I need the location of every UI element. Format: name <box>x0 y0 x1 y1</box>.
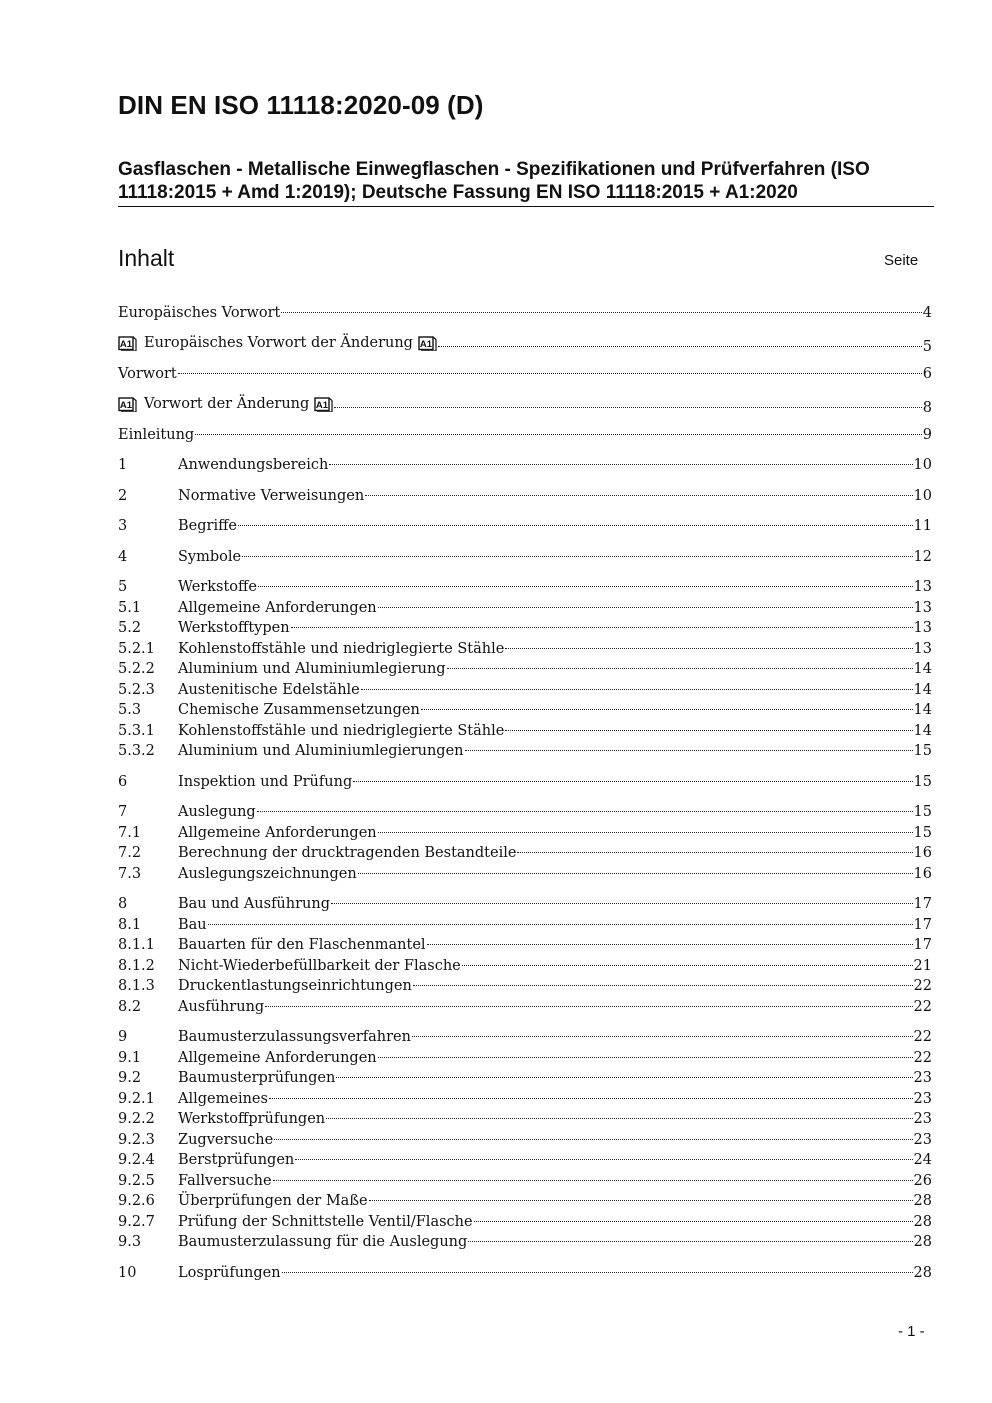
toc-entry-number: 6 <box>118 774 128 790</box>
toc-entry-title: Europäisches Vorwort der Änderung <box>144 335 413 351</box>
toc-entry[interactable] <box>118 1109 932 1129</box>
toc-entry-title-group <box>178 1171 272 1191</box>
toc-entry[interactable] <box>118 1191 932 1211</box>
toc-page-column-label: Seite <box>884 252 919 269</box>
toc-entry-number: 9.2.4 <box>118 1152 155 1168</box>
toc-entry-title: Berstprüfungen <box>178 1152 295 1168</box>
toc-entry[interactable] <box>118 843 932 863</box>
toc-entry-page: 15 <box>913 774 932 790</box>
toc-entry-title: Symbole <box>178 549 242 565</box>
toc-entry-number: 8.1.2 <box>118 958 155 974</box>
toc-entry[interactable] <box>118 894 932 914</box>
toc-dot-leader <box>378 1057 913 1058</box>
toc-dot-leader <box>273 1180 913 1181</box>
toc-entry-title-group <box>178 894 330 914</box>
toc-entry-title-group <box>178 802 256 822</box>
toc-entry-title: Aluminium und Aluminiumlegierung <box>178 661 446 677</box>
toc-entry-title: Vorwort der Änderung <box>144 396 310 412</box>
toc-entry-title-group <box>178 659 446 679</box>
toc-entry-title-group <box>178 864 357 884</box>
amendment-end-icon <box>314 397 333 412</box>
toc-entry-number: 9.2.6 <box>118 1193 155 1209</box>
toc-entry-number: 9.2 <box>118 1070 142 1086</box>
toc-entry-number: 5.2 <box>118 620 142 636</box>
toc-dot-leader <box>378 607 913 608</box>
toc-entry-title-group <box>178 1130 273 1150</box>
toc-entry-number: 7.2 <box>118 845 142 861</box>
toc-entry-page: 21 <box>913 958 932 974</box>
toc-entry-title-group <box>178 997 264 1017</box>
toc-dot-leader <box>505 648 912 649</box>
toc-entry-page: 23 <box>913 1132 932 1148</box>
toc-entry-page: 14 <box>913 723 932 739</box>
toc-dot-leader <box>295 1159 912 1160</box>
toc-entry[interactable] <box>118 659 932 679</box>
amendment-start-icon <box>118 397 137 412</box>
toc-entry-number: 5.2.3 <box>118 682 155 698</box>
toc-dot-leader <box>462 965 913 966</box>
toc-entry-title: Anwendungsbereich <box>178 457 329 473</box>
toc-dot-leader <box>465 750 913 751</box>
toc-entry-page: 12 <box>913 549 932 565</box>
toc-entry-title: Allgemeine Anforderungen <box>178 1050 377 1066</box>
toc-entry-title-group <box>178 1191 368 1211</box>
toc-dot-leader <box>258 586 913 587</box>
toc-dot-leader <box>474 1221 913 1222</box>
toc-dot-leader <box>427 944 913 945</box>
amendment-end-icon <box>418 336 437 351</box>
toc-entry-title-group <box>178 1089 268 1109</box>
toc-dot-leader <box>413 985 913 986</box>
toc-entry-page: 16 <box>913 866 932 882</box>
toc-entry-title-group <box>178 1109 325 1129</box>
toc-entry[interactable] <box>118 741 932 761</box>
toc-entry-title-group <box>118 364 177 384</box>
toc-entry[interactable] <box>118 976 932 996</box>
toc-entry-title-group <box>178 1027 411 1047</box>
toc-entry[interactable] <box>118 1232 932 1252</box>
toc-entry-page: 13 <box>913 579 932 595</box>
toc-entry-page: 28 <box>913 1193 932 1209</box>
svg-text:A1: A1 <box>119 399 133 411</box>
toc-entry-title: Austenitische Edelstähle <box>178 682 360 698</box>
toc-entry-number: 5.3 <box>118 702 142 718</box>
document-title: Gasflaschen - Metallische Einwegflaschen - Spezifikationen und Prüfverfahren (ISO 11118:2015 + Amd 1:2019); Deutsche Fassung EN ISO 11118:2015 + A1:2020 <box>118 159 870 203</box>
svg-text:A1: A1 <box>419 338 433 350</box>
toc-entry-title-group <box>178 547 241 567</box>
toc-entry[interactable] <box>118 618 932 638</box>
toc-entry-number: 5.1 <box>118 600 142 616</box>
toc-entry-title-group <box>118 303 280 323</box>
toc-dot-leader <box>358 873 913 874</box>
toc-entry[interactable] <box>118 425 932 445</box>
toc-entry-title: Chemische Zusammensetzungen <box>178 702 420 718</box>
toc-entry-page: 16 <box>913 845 932 861</box>
toc-entry-page: 15 <box>913 825 932 841</box>
toc-entry-page: 13 <box>913 641 932 657</box>
toc-entry-page: 13 <box>913 600 932 616</box>
toc-heading: Inhalt <box>118 245 175 271</box>
toc-dot-leader <box>291 627 913 628</box>
toc-entry-page: 11 <box>913 518 932 534</box>
toc-dot-leader <box>336 1077 912 1078</box>
toc-entry-title: Einleitung <box>118 427 195 443</box>
toc-entry-number: 9.2.3 <box>118 1132 155 1148</box>
toc-entry-title: Prüfung der Schnittstelle Ventil/Flasche <box>178 1214 473 1230</box>
toc-dot-leader <box>361 689 913 690</box>
toc-entry-title-group <box>178 680 360 700</box>
toc-entry[interactable] <box>118 935 932 955</box>
toc-entry-title: Zugversuche <box>178 1132 274 1148</box>
toc-entry[interactable] <box>118 598 932 618</box>
toc-entry-page: 6 <box>922 366 932 382</box>
page-number: - 1 - <box>898 1323 925 1340</box>
toc-entry-title-group <box>178 1150 294 1170</box>
toc-entry-title-group <box>178 1068 335 1088</box>
toc-entry-number: 5.3.1 <box>118 723 155 739</box>
toc-dot-leader <box>438 346 922 347</box>
toc-entry-number: 3 <box>118 518 128 534</box>
toc-entry-page: 14 <box>913 661 932 677</box>
toc-entry-number: 8.1.3 <box>118 978 155 994</box>
toc-entry-page: 24 <box>913 1152 932 1168</box>
toc-entry[interactable] <box>118 802 932 822</box>
toc-dot-leader <box>353 781 912 782</box>
toc-entry-page: 22 <box>913 1050 932 1066</box>
toc-dot-leader <box>421 709 913 710</box>
toc-entry[interactable] <box>118 997 932 1017</box>
toc-dot-leader <box>326 1118 912 1119</box>
toc-entry-page: 8 <box>922 399 932 416</box>
toc-entry-page: 23 <box>913 1091 932 1107</box>
toc-entry-title: Fallversuche <box>178 1173 272 1189</box>
toc-entry-title: Bauarten für den Flaschenmantel <box>178 937 426 953</box>
toc-entry-title: Auslegung <box>178 804 256 820</box>
toc-entry[interactable] <box>118 1150 932 1170</box>
toc-entry[interactable] <box>118 364 932 384</box>
toc-entry-title: Europäisches Vorwort <box>118 305 281 321</box>
toc-dot-leader <box>238 525 913 526</box>
toc-dot-leader <box>369 1200 913 1201</box>
toc-entry-title-group <box>178 823 377 843</box>
toc-entry-page: 22 <box>913 999 932 1015</box>
toc-entry-number: 9.2.5 <box>118 1173 155 1189</box>
toc-dot-leader <box>208 924 913 925</box>
toc-entry-page: 15 <box>913 804 932 820</box>
toc-entry-number: 9 <box>118 1029 128 1045</box>
toc-entry-number: 5.2.2 <box>118 661 155 677</box>
toc-dot-leader <box>269 1098 913 1099</box>
toc-entry-title: Baumusterprüfungen <box>178 1070 336 1086</box>
toc-entry-title: Nicht-Wiederbefüllbarkeit der Flasche <box>178 958 461 974</box>
toc-entry-number: 7.3 <box>118 866 142 882</box>
toc-entry-page: 9 <box>922 427 932 443</box>
toc-entry-title: Kohlenstoffstähle und niedriglegierte Stähle <box>178 641 505 657</box>
toc-entry-page: 5 <box>922 338 932 355</box>
toc-dot-leader <box>242 556 912 557</box>
toc-entry[interactable] <box>118 915 932 935</box>
toc-entry-title: Werkstoffe <box>178 579 257 595</box>
toc-entry-title-group <box>118 394 333 414</box>
toc-entry-title: Bau und Ausführung <box>178 896 331 912</box>
toc-entry[interactable] <box>118 1048 932 1068</box>
toc-dot-leader <box>265 1006 912 1007</box>
toc-entry-title: Vorwort <box>118 366 177 382</box>
toc-entry-page: 17 <box>913 937 932 953</box>
toc-entry-page: 28 <box>913 1214 932 1230</box>
toc-entry[interactable] <box>118 1027 932 1047</box>
toc-entry-title: Aluminium und Aluminiumlegierungen <box>178 743 464 759</box>
toc-entry-title-group <box>178 772 352 792</box>
toc-entry-page: 4 <box>922 305 932 321</box>
toc-entry-page: 28 <box>913 1265 932 1281</box>
toc-dot-leader <box>505 730 912 731</box>
toc-entry-title-group <box>118 333 437 353</box>
toc-dot-leader <box>178 373 922 374</box>
toc-entry-number: 9.2.1 <box>118 1091 155 1107</box>
title-divider <box>118 206 934 207</box>
toc-entry-number: 7.1 <box>118 825 142 841</box>
toc-dot-leader <box>447 668 913 669</box>
toc-entry-title-group <box>178 598 377 618</box>
toc-entry-title: Allgemeine Anforderungen <box>178 825 377 841</box>
toc-entry[interactable] <box>118 700 932 720</box>
toc-dot-leader <box>378 832 913 833</box>
toc-entry[interactable] <box>118 864 932 884</box>
toc-dot-leader <box>195 434 922 435</box>
toc-entry-title: Kohlenstoffstähle und niedriglegierte Stähle <box>178 723 505 739</box>
toc-dot-leader <box>329 464 912 465</box>
toc-entry[interactable] <box>118 394 932 414</box>
toc-entry-title: Normative Verweisungen <box>178 488 365 504</box>
toc-entry[interactable] <box>118 772 932 792</box>
toc-entry[interactable] <box>118 1171 932 1191</box>
toc-entry-number: 9.1 <box>118 1050 142 1066</box>
toc-entry-number: 5.2.1 <box>118 641 155 657</box>
toc-entry-number: 2 <box>118 488 128 504</box>
toc-entry-title-group <box>178 1263 281 1283</box>
toc-entry-page: 26 <box>913 1173 932 1189</box>
svg-text:A1: A1 <box>119 338 133 350</box>
toc-entry-title-group <box>178 956 461 976</box>
toc-entry-page: 22 <box>913 978 932 994</box>
toc-entry[interactable] <box>118 680 932 700</box>
toc-entry[interactable] <box>118 1089 932 1109</box>
toc-entry-number: 1 <box>118 457 128 473</box>
toc-dot-leader <box>412 1036 913 1037</box>
toc-entry-title-group <box>178 976 412 996</box>
toc-entry-number: 10 <box>118 1265 137 1281</box>
toc-entry-title: Baumusterzulassungsverfahren <box>178 1029 411 1045</box>
toc-dot-leader <box>331 903 913 904</box>
toc-entry-number: 8.1 <box>118 917 142 933</box>
toc-entry-title: Druckentlastungseinrichtungen <box>178 978 412 994</box>
toc-entry-title-group <box>178 486 364 506</box>
toc-entry-title-group <box>178 915 207 935</box>
toc-entry-title-group <box>178 700 420 720</box>
toc-dot-leader <box>282 1272 913 1273</box>
toc-entry[interactable] <box>118 956 932 976</box>
toc-entry-page: 15 <box>913 743 932 759</box>
toc-dot-leader <box>365 495 912 496</box>
toc-entry[interactable] <box>118 577 932 597</box>
toc-entry-title-group <box>178 721 504 741</box>
toc-entry[interactable] <box>118 547 932 567</box>
toc-entry-title-group <box>178 1048 377 1068</box>
document-id: DIN EN ISO 11118:2020-09 (D) <box>118 90 484 120</box>
toc-entry-title: Auslegungszeichnungen <box>178 866 357 882</box>
toc-entry-number: 9.2.7 <box>118 1214 155 1230</box>
svg-text:A1: A1 <box>316 399 329 411</box>
toc-entry-page: 22 <box>913 1029 932 1045</box>
toc-entry-title-group <box>178 455 328 475</box>
toc-dot-leader <box>257 811 913 812</box>
toc-entry[interactable] <box>118 1263 932 1283</box>
toc-entry-number: 4 <box>118 549 128 565</box>
toc-entry-page: 10 <box>913 457 932 473</box>
toc-entry[interactable] <box>118 823 932 843</box>
toc-entry-page: 23 <box>913 1070 932 1086</box>
toc-entry[interactable] <box>118 455 932 475</box>
toc-dot-leader <box>281 312 921 313</box>
toc-entry-title-group <box>178 618 290 638</box>
toc-entry-number: 9.3 <box>118 1234 142 1250</box>
toc-entry[interactable] <box>118 1068 932 1088</box>
toc-entry[interactable] <box>118 303 932 323</box>
amendment-start-icon <box>118 336 137 351</box>
toc-entry-title-group <box>178 577 257 597</box>
toc-entry-title: Allgemeine Anforderungen <box>178 600 377 616</box>
toc-entry-page: 14 <box>913 702 932 718</box>
toc-entry-number: 8.2 <box>118 999 142 1015</box>
toc-entry[interactable] <box>118 516 932 536</box>
toc-entry-number: 5 <box>118 579 128 595</box>
toc-entry-title: Bau <box>178 917 207 933</box>
toc-dot-leader <box>274 1139 912 1140</box>
toc-dot-leader <box>468 1241 912 1242</box>
toc-entry[interactable] <box>118 1130 932 1150</box>
toc-entry-page: 17 <box>913 896 932 912</box>
toc-entry-title-group <box>178 935 426 955</box>
toc-entry-number: 7 <box>118 804 128 820</box>
toc-entry-page: 23 <box>913 1111 932 1127</box>
toc-entry[interactable] <box>118 639 932 659</box>
toc-entry-title: Begriffe <box>178 518 237 534</box>
toc-entry[interactable] <box>118 486 932 506</box>
toc-entry[interactable] <box>118 333 932 353</box>
toc-entry-number: 8.1.1 <box>118 937 155 953</box>
toc-entry-title-group <box>178 639 504 659</box>
toc-entry-title: Losprüfungen <box>178 1265 281 1281</box>
toc-entry-number: 8 <box>118 896 128 912</box>
toc-entry-title: Werkstoffprüfungen <box>178 1111 326 1127</box>
toc-entry-title-group <box>178 516 237 536</box>
toc-entry-page: 17 <box>913 917 932 933</box>
toc-entry-title: Allgemeines <box>178 1091 268 1107</box>
toc-entry-title: Überprüfungen der Maße <box>178 1193 368 1209</box>
toc-entry-title-group <box>178 843 516 863</box>
toc-entry-page: 14 <box>913 682 932 698</box>
toc-entry-title-group <box>178 741 464 761</box>
toc-entry-number: 9.2.2 <box>118 1111 155 1127</box>
toc-entry-title: Baumusterzulassung für die Auslegung <box>178 1234 468 1250</box>
toc-entry-title: Ausführung <box>178 999 265 1015</box>
toc-dot-leader <box>517 852 912 853</box>
toc-entry-title: Berechnung der drucktragenden Bestandteile <box>178 845 517 861</box>
toc-entry-page: 28 <box>913 1234 932 1250</box>
toc-entry-title: Werkstofftypen <box>178 620 290 636</box>
toc-entry-title-group <box>118 425 194 445</box>
toc-entry[interactable] <box>118 721 932 741</box>
toc-entry-title-group <box>178 1232 467 1252</box>
toc-entry-number: 5.3.2 <box>118 743 155 759</box>
toc-entry[interactable] <box>118 1212 932 1232</box>
toc-entry-title: Inspektion und Prüfung <box>178 774 353 790</box>
toc-entry-title-group <box>178 1212 473 1232</box>
toc-entry-page: 13 <box>913 620 932 636</box>
toc-dot-leader <box>334 407 921 408</box>
toc-entry-page: 10 <box>913 488 932 504</box>
